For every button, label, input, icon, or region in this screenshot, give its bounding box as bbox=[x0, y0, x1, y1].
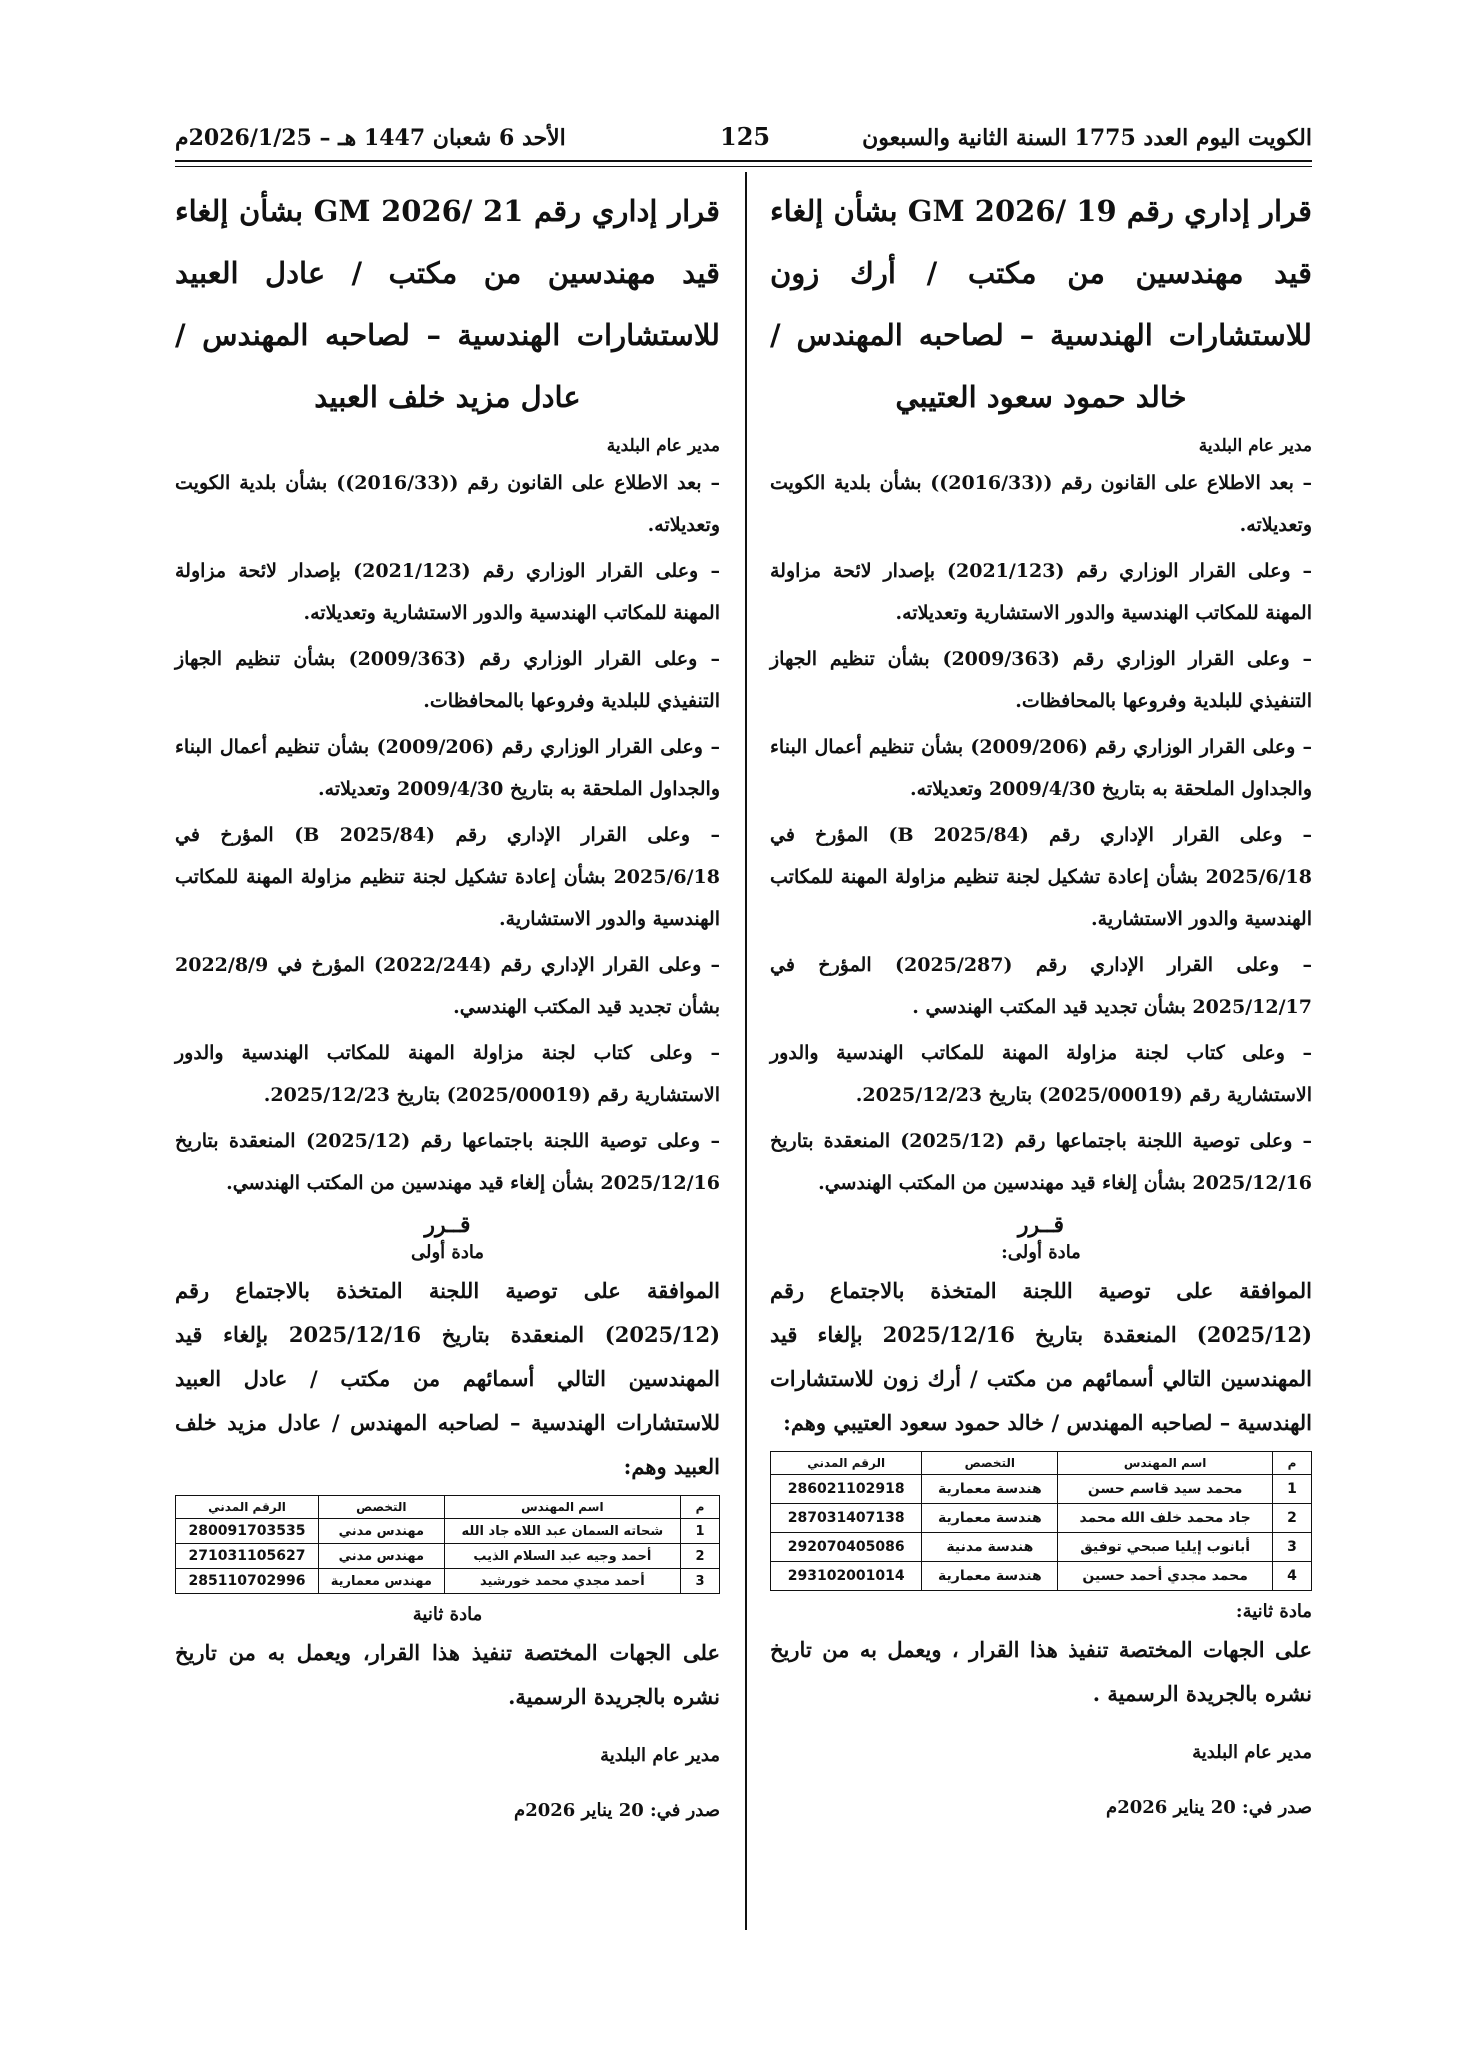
table-header-cell: التخصص bbox=[319, 1496, 445, 1519]
table-cell: 1 bbox=[681, 1519, 720, 1544]
table-header-cell: الرقم المدني bbox=[176, 1496, 319, 1519]
table-header-cell: م bbox=[681, 1496, 720, 1519]
table-row bbox=[771, 1533, 1312, 1562]
table-cell: 285110702996 bbox=[176, 1569, 319, 1594]
article-1-heading: مادة أولى: bbox=[1001, 1242, 1081, 1263]
header-date: الأحد 6 شعبان 1447 هـ – 2026/1/25م bbox=[175, 125, 566, 151]
header-rule-thick bbox=[175, 160, 1312, 162]
preamble-paragraph: – وعلى كتاب لجنة مزاولة المهنة للمكاتب الهندسية والدور الاستشارية رقم (2025/00019) بتاريخ 2025/12/23. bbox=[770, 1042, 1312, 1106]
decree-21-column bbox=[175, 180, 720, 1821]
table-cell: محمد سيد قاسم حسن bbox=[1058, 1475, 1273, 1504]
preamble-paragraph: – وعلى القرار الوزاري رقم (2021/123) بإصدار لائحة مزاولة المهنة للمكاتب الهندسية والدور الاستشارية وتعديلاته. bbox=[770, 560, 1313, 624]
table-header-cell: الرقم المدني bbox=[771, 1452, 922, 1475]
table-cell: 1 bbox=[1273, 1475, 1312, 1504]
table-cell: شحاته السمان عبد اللاه جاد الله bbox=[444, 1519, 680, 1544]
decree-title: قرار إداري رقم 19 /GM 2026 بشأن إلغاء قيد مهندسين من مكتب / أرك زون للاستشارات الهندسية – لصاحبه المهندس / خالد حمود سعود العتيبي bbox=[770, 194, 1312, 414]
preamble-paragraph: – وعلى كتاب لجنة مزاولة المهنة للمكاتب الهندسية والدور الاستشارية رقم (2025/00019) بتاريخ 2025/12/23. bbox=[175, 1042, 720, 1106]
table-cell: 292070405086 bbox=[771, 1533, 922, 1562]
table-row bbox=[771, 1475, 1312, 1504]
article-1-text: الموافقة على توصية اللجنة المتخذة بالاجتماع رقم (2025/12) المنعقدة بتاريخ 2025/12/16 بإلغاء قيد المهندسين التالي أسمائهم من مكتب / أرك زون للاستشارات الهندسية – لصاحبه المهندس / خالد حمود سعود العتيبي وهم: bbox=[770, 1278, 1312, 1435]
article-1-text: الموافقة على توصية اللجنة المتخذة بالاجتماع رقم (2025/12) المنعقدة بتاريخ 2025/12/16 بإلغاء قيد المهندسين التالي أسمائهم من مكتب / عادل العبيد للاستشارات الهندسية – لصاحبه المهندس / عادل مزيد خلف العبيد وهم: bbox=[175, 1278, 720, 1479]
table-cell: أحمد مجدي محمد خورشيد bbox=[444, 1569, 680, 1594]
preamble-paragraph: – وعلى القرار الوزاري رقم (2009/206) بشأن تنظيم أعمال البناء والجداول الملحقة به بتاريخ 2009/4/30 وتعديلاته. bbox=[770, 736, 1312, 800]
table-cell: جاد محمد خلف الله محمد bbox=[1058, 1504, 1273, 1533]
table-cell: 4 bbox=[1273, 1562, 1312, 1591]
table-cell: أحمد وجيه عبد السلام الذيب bbox=[444, 1544, 680, 1569]
table-cell: 3 bbox=[681, 1569, 720, 1594]
header-gazette-info: الكويت اليوم العدد 1775 السنة الثانية والسبعون bbox=[862, 125, 1312, 151]
preamble-paragraph: – وعلى توصية اللجنة باجتماعها رقم (2025/12) المنعقدة بتاريخ 2025/12/16 بشأن إلغاء قيد مهندسين من المكتب الهندسي. bbox=[770, 1130, 1312, 1194]
preamble-paragraph: – بعد الاطلاع على القانون رقم ((2016/33)) بشأن بلدية الكويت وتعديلاته. bbox=[770, 472, 1312, 536]
table-header-row bbox=[176, 1496, 720, 1519]
table-header-cell: التخصص bbox=[922, 1452, 1058, 1475]
preamble-paragraph: – وعلى القرار الوزاري رقم (2009/206) بشأن تنظيم أعمال البناء والجداول الملحقة به بتاريخ 2009/4/30 وتعديلاته. bbox=[175, 736, 721, 800]
table-cell: 280091703535 bbox=[176, 1519, 319, 1544]
table-row bbox=[771, 1562, 1312, 1591]
preamble-paragraph: – وعلى القرار الإداري رقم (2022/244) المؤرخ في 2022/8/9 بشأن تجديد قيد المكتب الهندسي. bbox=[175, 954, 720, 1018]
table-cell: 3 bbox=[1273, 1533, 1312, 1562]
table-cell: مهندس معمارية bbox=[319, 1569, 445, 1594]
table-row bbox=[176, 1519, 720, 1544]
preamble-paragraph: – وعلى القرار الإداري رقم (2025/287) المؤرخ في 2025/12/17 بشأن تجديد قيد المكتب الهندسي . bbox=[770, 954, 1312, 1018]
signature: مدير عام البلدية bbox=[600, 1745, 720, 1766]
preamble-paragraph: – بعد الاطلاع على القانون رقم ((2016/33)) بشأن بلدية الكويت وتعديلاته. bbox=[175, 472, 720, 536]
page-number: 125 bbox=[720, 122, 771, 151]
table-cell: محمد مجدي أحمد حسين bbox=[1058, 1562, 1273, 1591]
table-cell: 287031407138 bbox=[771, 1504, 922, 1533]
table-cell: هندسة معمارية bbox=[922, 1504, 1058, 1533]
table-cell: هندسة معمارية bbox=[922, 1562, 1058, 1591]
decree-heading: قــرر bbox=[424, 1212, 471, 1238]
decree-heading: قــرر bbox=[1017, 1212, 1065, 1238]
decree-19-column bbox=[770, 180, 1312, 1818]
table-cell: 293102001014 bbox=[771, 1562, 922, 1591]
table-row bbox=[771, 1504, 1312, 1533]
article-2-heading: مادة ثانية: bbox=[1235, 1601, 1312, 1622]
table-cell: هندسة معمارية bbox=[922, 1475, 1058, 1504]
issuer-label: مدير عام البلدية bbox=[606, 436, 720, 456]
table-header-cell: م bbox=[1273, 1452, 1312, 1475]
article-2-text: على الجهات المختصة تنفيذ هذا القرار، ويعمل به من تاريخ نشره بالجريدة الرسمية. bbox=[175, 1640, 720, 1709]
table-cell: هندسة مدنية bbox=[922, 1533, 1058, 1562]
table-row bbox=[176, 1544, 720, 1569]
table-header-cell: اسم المهندس bbox=[1058, 1452, 1273, 1475]
page-header bbox=[175, 118, 1312, 158]
decree-title: قرار إداري رقم 21 /GM 2026 بشأن إلغاء قيد مهندسين من مكتب / عادل العبيد للاستشارات الهندسية – لصاحبه المهندس / عادل مزيد خلف العبيد bbox=[175, 194, 720, 414]
table-cell: 286021102918 bbox=[771, 1475, 922, 1504]
engineers-table bbox=[770, 1451, 1312, 1591]
table-cell: مهندس مدني bbox=[319, 1519, 445, 1544]
preamble-paragraph: – وعلى القرار الوزاري رقم (2009/363) بشأن تنظيم الجهاز التنفيذي للبلدية وفروعها بالمحافظات. bbox=[770, 648, 1312, 712]
issue-date: صدر في: 20 يناير 2026م bbox=[514, 1800, 720, 1821]
table-cell: 2 bbox=[681, 1544, 720, 1569]
table-header-row bbox=[771, 1452, 1312, 1475]
preamble-paragraph: – وعلى توصية اللجنة باجتماعها رقم (2025/12) المنعقدة بتاريخ 2025/12/16 بشأن إلغاء قيد مهندسين من المكتب الهندسي. bbox=[175, 1130, 720, 1194]
table-cell: 271031105627 bbox=[176, 1544, 319, 1569]
table-cell: أبانوب إيليا صبحي توفيق bbox=[1058, 1533, 1273, 1562]
preamble-paragraph: – وعلى القرار الإداري رقم (2025/84 B) المؤرخ في 2025/6/18 بشأن إعادة تشكيل لجنة تنظيم مزاولة المهنة للمكاتب الهندسية والدور الاستشارية. bbox=[175, 824, 721, 930]
article-2-text: على الجهات المختصة تنفيذ هذا القرار ، ويعمل به من تاريخ نشره بالجريدة الرسمية . bbox=[770, 1637, 1312, 1706]
preamble-paragraph: – وعلى القرار الوزاري رقم (2009/363) بشأن تنظيم الجهاز التنفيذي للبلدية وفروعها بالمحافظات. bbox=[175, 648, 720, 712]
column-divider bbox=[745, 172, 747, 1930]
article-2-heading: مادة ثانية bbox=[412, 1604, 483, 1625]
table-header-cell: اسم المهندس bbox=[444, 1496, 680, 1519]
engineers-table bbox=[175, 1495, 720, 1594]
issuer-label: مدير عام البلدية bbox=[1198, 436, 1312, 456]
signature: مدير عام البلدية bbox=[1192, 1742, 1312, 1763]
table-row bbox=[176, 1569, 720, 1594]
article-1-heading: مادة أولى bbox=[410, 1242, 485, 1263]
issue-date: صدر في: 20 يناير 2026م bbox=[1106, 1797, 1312, 1818]
header-rule-thin bbox=[175, 166, 1312, 167]
table-cell: مهندس مدني bbox=[319, 1544, 445, 1569]
preamble-paragraph: – وعلى القرار الإداري رقم (B 2025/84) المؤرخ في 2025/6/18 بشأن إعادة تشكيل لجنة تنظيم مزاولة المهنة للمكاتب الهندسية والدور الاستشارية. bbox=[770, 824, 1313, 930]
preamble-paragraph: – وعلى القرار الوزاري رقم (2021/123) بإصدار لائحة مزاولة المهنة للمكاتب الهندسية والدور الاستشارية وتعديلاته. bbox=[175, 560, 721, 624]
table-cell: 2 bbox=[1273, 1504, 1312, 1533]
